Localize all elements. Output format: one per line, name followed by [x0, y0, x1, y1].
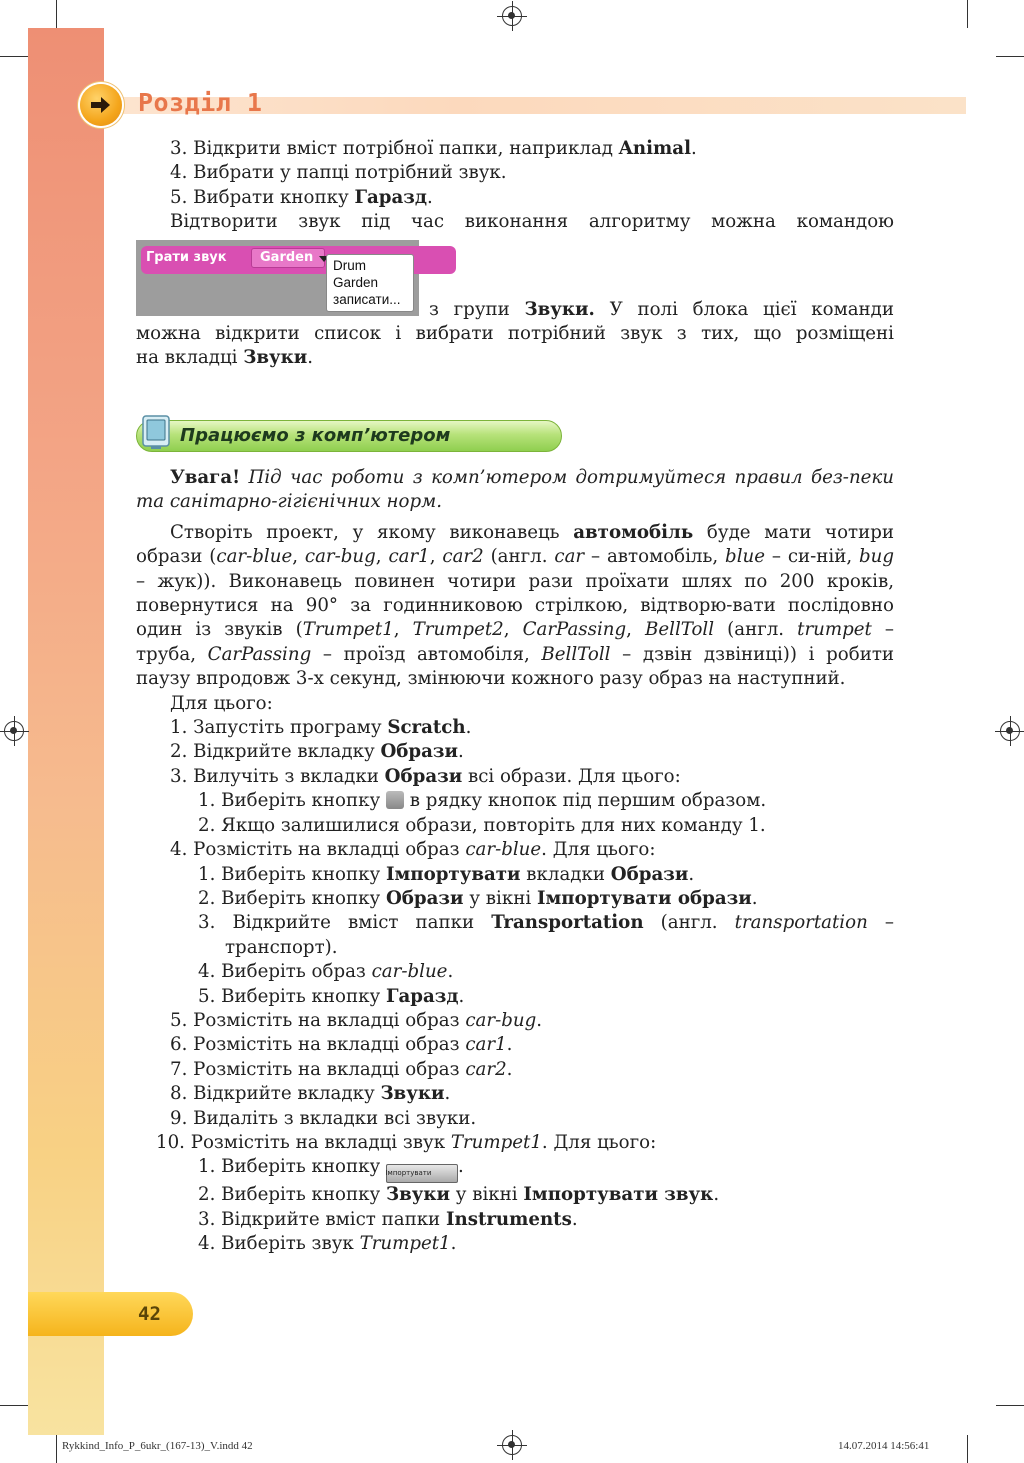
footer-filename: Rykkind_Info_P_6ukr_(167-13)_V.indd 42 [62, 1440, 253, 1452]
registration-mark-icon [4, 721, 24, 741]
intro-continued-2: можна відкрити список і вибрати потрібний звук з тих, що розміщені на вкладці Звуки. [136, 323, 894, 369]
delete-costume-icon [386, 791, 404, 809]
crop-mark [967, 1435, 968, 1463]
footer-timestamp: 14.07.2014 14:56:41 [838, 1440, 930, 1452]
crop-mark [996, 1405, 1024, 1406]
crop-mark [0, 56, 28, 57]
sound-dropdown: Garden [251, 248, 325, 268]
registration-mark-icon [502, 1435, 522, 1455]
intro-steps: 3. Відкрити вміст потрібної папки, наприклад Animal. 4. Вибрати у папці потрібний звук. 5. Вибрати кнопку Гаразд. Відтворити звук під час виконання алгоритму можна командою [170, 138, 894, 233]
sound-option: записати... [333, 292, 401, 307]
sound-options-menu [326, 254, 414, 312]
crop-mark [967, 0, 968, 28]
import-button-image: Імпортувати [386, 1164, 458, 1183]
arrow-icon [80, 84, 122, 126]
registration-mark-icon [1000, 721, 1020, 741]
crop-mark [0, 1405, 28, 1406]
intro-continued: з групи Звуки. У полі блока цієї команди [429, 299, 895, 320]
crop-mark [996, 56, 1024, 57]
registration-mark-icon [502, 6, 522, 26]
crop-mark [56, 1435, 57, 1463]
page-number: 42 [138, 1303, 161, 1325]
computer-icon [140, 414, 172, 450]
page-number-tab [28, 1292, 193, 1336]
sound-option: Garden [333, 275, 379, 290]
block-label: Грати звук [146, 250, 227, 265]
crop-mark [56, 0, 57, 28]
side-stripe [28, 28, 104, 1435]
sound-option: Drum [333, 258, 366, 273]
play-sound-block-image [136, 240, 419, 316]
practice-text: Увага! Під час роботи з комп’ютером дотримуйтеся правил без-пеки та санітарно-гігієнічних норм. Створіть проект, у якому виконавець автомобіль буде мати чотири образи (car-blue, car-bug, car1, car2 (англ. car – автомобіль, blue – си-ній, bug – жук)). Виконавець повинен чотири рази проїхати шлях по 200 кроків, повернутися на 90° за годинниковою стрілкою, відтворю-вати послідовно один із звуків (Trumpet1, Trumpet2, CarPassing, BellToll (англ. trumpet – труба, CarPassing – проїзд автомобіля, BellToll – дзвін дзвіниці)) і робити паузу впродовж 3-х секунд, змінюючи кожного разу образ на наступний. Для цього: 1. Запустіть програму Scratch. 2. Відкрийте вкладку Образи. 3. Вилучіть з вкладки Образи всі образи. Для цього: 1. Виберіть кнопку ✕ в рядку кнопок під першим образом. 2. Якщо залишилися образи, повторіть для них команду 1. 4. Розмістіть на вкладці образ car-blue. Для цього: 1. Виберіть кнопку Імпортувати вкладки Образи. 2. Виберіть кнопку Образи у вікні Імпортувати образи. 3. Відкрийте вміст папки Transportation (англ. transportation – транспорт). 4. Виберіть образ car-blue. 5. Виберіть кнопку Гаразд. 5. Розмістіть на вкладці образ car-bug. 6. Розмістіть на вкладці образ car1. 7. Розмістіть на вкладці образ car2. 8. Відкрийте вкладку Звуки. 9. Видаліть з вкладки всі звуки. 10. Розмістіть на вкладці звук Trumpet1. Для цього: 1. Виберіть кнопку Імпортувати . 2. Виберіть кнопку Звуки у вікні Імпортувати звук. 3. Відкрийте вміст папки Instruments. 4. Виберіть звук Trumpet1. [136, 466, 894, 1257]
section-title: Розділ 1 [138, 88, 263, 117]
practice-title: Працюємо з комп’ютером [180, 425, 451, 446]
